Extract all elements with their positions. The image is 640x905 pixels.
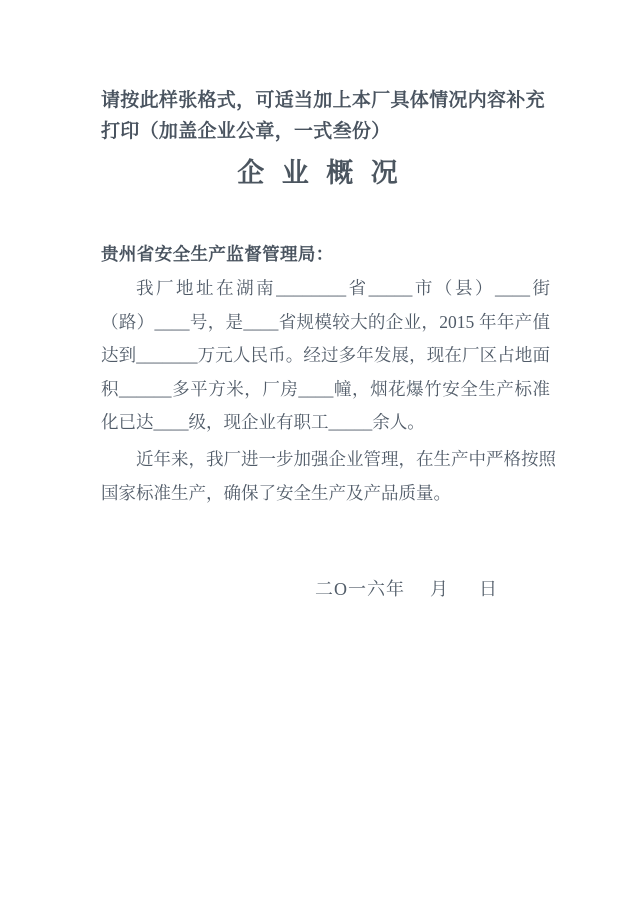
- body-paragraph1-line3: 达到_______万元人民币。经过多年发展，现在厂区占地面: [101, 345, 550, 366]
- body-paragraph1-line5: 化已达____级，现企业有职工_____余人。: [101, 412, 425, 433]
- document-title: 企 业 概 况: [237, 158, 403, 188]
- date-year: 二О一六年: [315, 579, 405, 599]
- date-line: [0, 574, 640, 604]
- print-notice-line-2: 打印（加盖企业公章，一式叁份）: [101, 121, 391, 142]
- date-month-label: 月: [430, 579, 449, 599]
- document-body: [101, 272, 556, 510]
- body-paragraph1-line1: 我厂地址在湖南________省_____市（县）____街: [136, 278, 550, 298]
- recipient-salutation: 贵州省安全生产监督管理局：: [101, 244, 334, 264]
- body-paragraph1-line2: （路）____号，是____省规模较大的企业，2015 年年产值: [101, 311, 550, 332]
- print-notice-line-1: 请按此样张格式，可适当加上本厂具体情况内容补充: [101, 90, 545, 111]
- body-paragraph1-line4: 积______多平方米，厂房____幢，烟花爆竹安全生产标准: [101, 378, 550, 399]
- print-notice: [101, 85, 552, 147]
- body-paragraph2-line2: 国家标准生产，确保了安全生产及产品质量。: [101, 482, 451, 503]
- body-paragraph2-line1: 近年来，我厂进一步加强企业管理，在生产中严格按照: [136, 448, 556, 469]
- date-day-label: 日: [479, 579, 498, 599]
